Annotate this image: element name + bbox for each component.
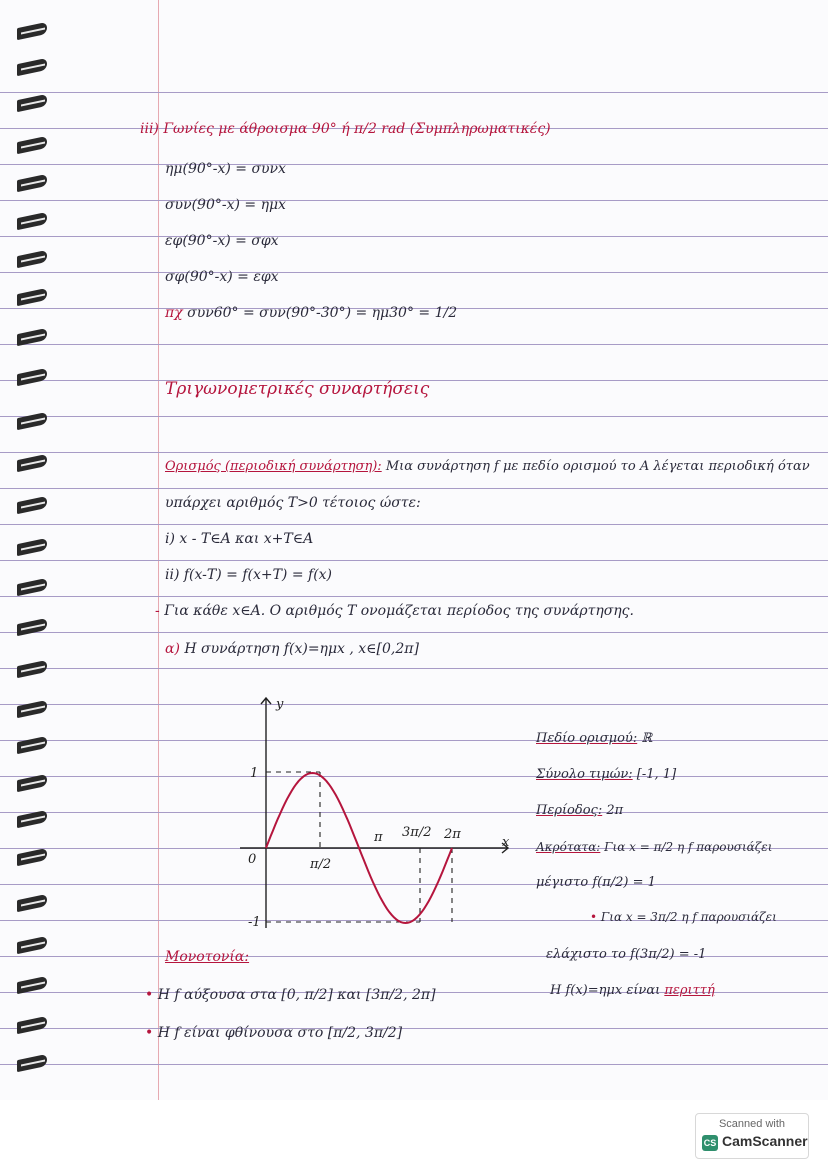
spiral-ring-icon — [17, 850, 47, 864]
extrema-max: μέγιστο f(π/2) = 1 — [536, 875, 656, 890]
spiral-ring-icon — [17, 620, 47, 634]
page-title: Τριγωνομετρικές συναρτήσεις — [165, 379, 430, 399]
ruled-line — [0, 344, 828, 345]
condition-2: ii) f(x-Τ) = f(x+Τ) = f(x) — [165, 567, 333, 583]
tick-three-pi-half: 3π/2 — [402, 825, 432, 840]
ruled-line — [0, 524, 828, 525]
ruled-line — [0, 596, 828, 597]
ruled-line — [0, 164, 828, 165]
identity-sin: ημ(90°-x) = συνx — [165, 161, 286, 177]
margin-line — [158, 0, 159, 1100]
spiral-ring-icon — [17, 776, 47, 790]
condition-1: i) x - Τ∈Α και x+Τ∈Α — [165, 531, 314, 547]
period-line — [536, 802, 623, 820]
definition-line — [165, 458, 810, 476]
subsection-line — [165, 640, 419, 658]
origin-label: 0 — [248, 852, 257, 867]
scanner-brand: CamScanner — [722, 1133, 808, 1149]
extrema-text-3: Για x = 3π/2 η f παρουσιάζει — [600, 910, 777, 924]
spiral-ring-icon — [17, 662, 47, 676]
monotonic-line-2 — [145, 1024, 402, 1042]
domain-label: Πεδίο ορισμού: — [536, 731, 638, 746]
spiral-ring-icon — [17, 290, 47, 304]
tick-two-pi: 2π — [444, 827, 461, 842]
spiral-ring-icon — [17, 580, 47, 594]
definition-text: Μια συνάρτηση f με πεδίο ορισμού το Α λέγεται περιοδική όταν — [385, 459, 810, 474]
scanner-caption: Scanned with — [718, 1118, 786, 1130]
ruled-line — [0, 200, 828, 201]
ruled-line — [0, 1064, 828, 1065]
period-label: Περίοδος: — [536, 803, 603, 818]
ruled-line — [0, 488, 828, 489]
y-axis-label: y — [276, 697, 284, 712]
ruled-line — [0, 1028, 828, 1029]
tick-pi: π — [374, 830, 383, 845]
ruled-line — [0, 560, 828, 561]
spiral-ring-icon — [17, 176, 47, 190]
spiral-ring-icon — [17, 60, 47, 74]
spiral-ring-icon — [17, 540, 47, 554]
spiral-ring-icon — [17, 96, 47, 110]
spiral-ring-icon — [17, 812, 47, 826]
parity-text: Η f(x)=ημx είναι — [550, 983, 661, 998]
monotonic-heading: Μονοτονία: — [165, 949, 250, 965]
bullet-icon: • — [590, 910, 598, 924]
spiral-ring-icon — [17, 414, 47, 428]
ruled-line — [0, 236, 828, 237]
x-axis-label: x — [502, 835, 510, 850]
spiral-ring-icon — [17, 214, 47, 228]
ruled-line — [0, 452, 828, 453]
spiral-ring-icon — [17, 330, 47, 344]
spiral-ring-icon — [17, 456, 47, 470]
range-value: [-1, 1] — [636, 767, 677, 782]
subsection-prefix: α) — [165, 641, 180, 657]
period-value: 2π — [606, 803, 624, 818]
ruled-line — [0, 416, 828, 417]
identity-tan: εφ(90°-x) = σφx — [165, 233, 279, 249]
extrema-line — [536, 838, 772, 856]
definition-text-2: υπάρχει αριθμός Τ>0 τέτοιος ώστε: — [165, 495, 421, 511]
scanner-watermark — [695, 1113, 809, 1159]
example-line — [165, 304, 457, 322]
spiral-ring-icon — [17, 896, 47, 910]
bullet-icon: • — [145, 987, 154, 1003]
subsection-body: Η συνάρτηση f(x)=ημx , x∈[0,2π] — [184, 641, 419, 657]
extrema-min-line — [590, 908, 777, 926]
extrema-text-1: Για x = π/2 η f παρουσιάζει — [604, 840, 773, 854]
period-note: Για κάθε x∈Α. Ο αριθμός Τ ονομάζεται περίοδος της συνάρτησης. — [164, 603, 634, 619]
example-prefix: πχ — [165, 305, 183, 321]
identity-cos: συν(90°-x) = ημx — [165, 197, 286, 213]
ruled-line — [0, 668, 828, 669]
period-note-dash: - — [155, 603, 160, 619]
range-line — [536, 766, 676, 784]
sine-graph — [230, 688, 520, 938]
spiral-ring-icon — [17, 498, 47, 512]
ruled-line — [0, 92, 828, 93]
period-note-line — [155, 602, 634, 620]
tick-y-bottom: -1 — [248, 915, 261, 930]
spiral-ring-icon — [17, 978, 47, 992]
extrema-label: Ακρότατα: — [536, 840, 601, 854]
monotonic-1: Η f αύξουσα στα [0, π/2] και [3π/2, 2π] — [157, 987, 436, 1003]
identity-cot: σφ(90°-x) = εφx — [165, 269, 279, 285]
spiral-ring-icon — [17, 938, 47, 952]
bullet-icon: • — [145, 1025, 154, 1041]
domain-value: ℝ — [641, 731, 653, 746]
tick-y-top: 1 — [250, 766, 259, 781]
section-iii-title: iii) Γωνίες με άθροισμα 90° ή π/2 rad (Συμπληρωματικές) — [140, 121, 551, 137]
range-label: Σύνολο τιμών: — [536, 767, 633, 782]
spiral-ring-icon — [17, 24, 47, 38]
spiral-ring-icon — [17, 138, 47, 152]
spiral-ring-icon — [17, 252, 47, 266]
parity-line — [550, 982, 715, 1000]
tick-pi-half: π/2 — [310, 857, 332, 872]
monotonic-2: Η f είναι φθίνουσα στο [π/2, 3π/2] — [157, 1025, 403, 1041]
domain-line — [536, 730, 652, 748]
spiral-ring-icon — [17, 1056, 47, 1070]
ruled-line — [0, 272, 828, 273]
spiral-ring-icon — [17, 370, 47, 384]
camscanner-logo-icon: CS — [702, 1135, 718, 1151]
monotonic-line-1 — [145, 986, 436, 1004]
spiral-ring-icon — [17, 738, 47, 752]
ruled-line — [0, 632, 828, 633]
spiral-ring-icon — [17, 702, 47, 716]
definition-term: Ορισμός (περιοδική συνάρτηση): — [165, 459, 382, 474]
parity-value: περιττή — [664, 983, 715, 998]
extrema-min: ελάχιστο το f(3π/2) = -1 — [546, 947, 707, 962]
spiral-ring-icon — [17, 1018, 47, 1032]
example-body: συν60° = συν(90°-30°) = ημ30° = 1/2 — [187, 305, 458, 321]
